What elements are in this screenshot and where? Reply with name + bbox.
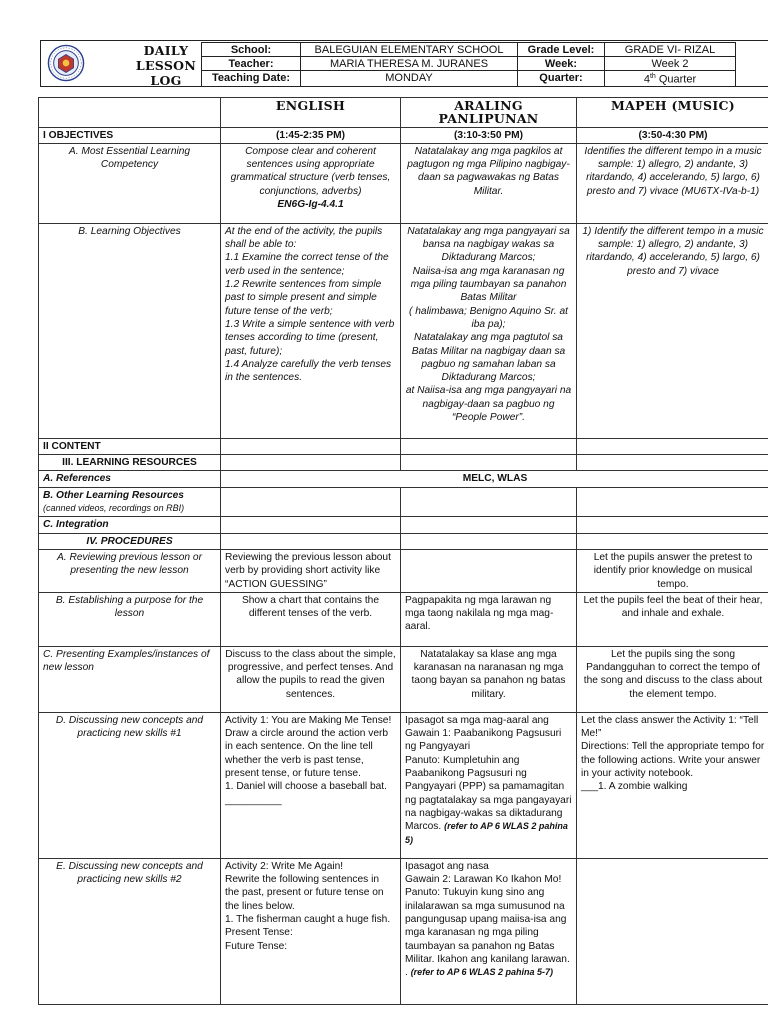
school-label: School: — [202, 43, 301, 57]
resources-label: III. LEARNING RESOURCES — [39, 455, 221, 471]
melc-label: A. Most Essential Learning Competency — [39, 143, 221, 223]
purpose-label: B. Establishing a purpose for the lesson — [39, 592, 221, 646]
melc-row — [39, 143, 768, 223]
quarter-word: Quarter — [655, 73, 697, 86]
other-resources-title: B. Other Learning Resources — [43, 489, 184, 501]
lo-english: At the end of the activity, the pupils shall be able to: 1.1 Examine the correct tense of the verb used in the sentence; 1.2 Rewrite sentences from simple past to simple present and simple future tense of the verb; 1.3 Write a simple sentence with verb tenses according to time (present, past, future); 1.4 Analyze carefully the verb tenses in the sentences. — [221, 223, 401, 438]
review-ap — [401, 549, 577, 592]
header-info-table — [201, 42, 736, 87]
disc2-ap-text: Ipasagot ang nasa Gawain 2: Larawan Ko Ikahon Mo! Panuto: Tukuyin kung sino ang inilalarawan sa mga sumusunod na pangungusap upang maiisa-isa ang mga karanasan ng mga piling taumbayan sa panahon ng Batas Militar. Ikahon ang kanilang larawan. . — [405, 860, 570, 979]
procedures-ap — [401, 533, 577, 549]
school-value: BALEGUIAN ELEMENTARY SCHOOL — [301, 43, 518, 57]
review-row — [39, 549, 768, 592]
purpose-row — [39, 592, 768, 646]
disc1-english: Activity 1: You are Making Me Tense! Draw a circle around the action verb in each sentence. On the line tell whether the verb is past tense, present tense, or future tense. 1. Daniel will choose a baseball bat. __________ — [221, 712, 401, 858]
review-mapeh: Let the pupils answer the pretest to identify prior knowledge on musical tempo. — [577, 549, 768, 592]
disc2-label: E. Discussing new concepts and practicing new skills #2 — [39, 858, 221, 1004]
lo-ap: Natatalakay ang mga pangyayari sa bansa na nagbigay wakas sa Diktadurang Marcos; Naiisa-isa ang mga karanasan ng mga piling taumbayan sa panahon Batas Militar ( halimbawa; Benigno Aquino Sr. at iba pa); Natatalakay ang mga pagtutol sa Batas Militar na nagbigay daan sa pagbuo ng samahan laban sa Diktadurang Marcos; at Naiisa-isa ang mga pangyayari na nagbigay-daan sa pagbuo ng “People Power”. — [401, 223, 577, 438]
date-value: MONDAY — [301, 71, 518, 87]
date-label: Teaching Date: — [202, 71, 301, 87]
purpose-english: Show a chart that contains the different tenses of the verb. — [221, 592, 401, 646]
teacher-value: MARIA THERESA M. JURANES — [301, 57, 518, 71]
grade-value: GRADE VI- RIZAL — [605, 43, 736, 57]
content-mapeh — [577, 438, 768, 454]
corner-cell — [39, 98, 221, 128]
melc-english — [221, 143, 401, 223]
discuss2-row — [39, 858, 768, 1004]
integration-row — [39, 517, 768, 533]
integration-english — [221, 517, 401, 533]
integration-mapeh — [577, 517, 768, 533]
lo-label: B. Learning Objectives — [39, 223, 221, 438]
integration-label: C. Integration — [39, 517, 221, 533]
resources-ap — [401, 455, 577, 471]
grade-label: Grade Level: — [518, 43, 605, 57]
quarter-label: Quarter: — [518, 71, 605, 87]
content-label: II CONTENT — [39, 438, 221, 454]
integration-ap — [401, 517, 577, 533]
present-mapeh: Let the pupils sing the song Pandangguhan to correct the tempo of the song and discuss to the class about the element tempo. — [577, 646, 768, 712]
melc-english-code: EN6G-Ig-4.4.1 — [277, 199, 344, 211]
other-resources-sub: (canned videos, recordings on RBI) — [43, 503, 185, 514]
week-value: Week 2 — [605, 57, 736, 71]
objectives-row — [39, 127, 768, 143]
other-mapeh — [577, 487, 768, 517]
present-ap: Natatalakay sa klase ang mga karanasan na naranasan ng mga taong bayan sa panahon ng batas military. — [401, 646, 577, 712]
present-label: C. Presenting Examples/instances of new lesson — [39, 646, 221, 712]
resources-row — [39, 455, 768, 471]
teacher-label: Teacher: — [202, 57, 301, 71]
content-row — [39, 438, 768, 454]
disc2-ap-ref: (refer to AP 6 WLAS 2 pahina 5-7) — [410, 967, 554, 978]
disc1-ap — [401, 712, 577, 858]
present-english: Discuss to the class about the simple, progressive, and perfect tenses. And allow the pupils to read the given sentences. — [221, 646, 401, 712]
other-resources-row — [39, 487, 768, 517]
disc2-english: Activity 2: Write Me Again! Rewrite the following sentences in the past, present or future tense on the lines below. 1. The fisherman caught a huge fish. Present Tense: Future Tense: — [221, 858, 401, 1004]
quarter-number: 4 — [643, 73, 650, 86]
subject-row — [39, 98, 768, 128]
objectives-label: I OBJECTIVES — [39, 127, 221, 143]
procedures-english — [221, 533, 401, 549]
review-english: Reviewing the previous lesson about verb by providing short activity like “ACTION GUESSING” — [221, 549, 401, 592]
disc2-ap — [401, 858, 577, 1004]
mapeh-time: (3:50-4:30 PM) — [577, 127, 768, 143]
procedures-label: IV. PROCEDURES — [39, 533, 221, 549]
deped-seal-icon — [47, 44, 85, 82]
week-label: Week: — [518, 57, 605, 71]
resources-mapeh — [577, 455, 768, 471]
subject-ap: ARALING PANLIPUNAN — [401, 98, 577, 128]
melc-ap: Natatalakay ang mga pagkilos at pagtugon ng mga Pilipino nagbigay- daan sa pagwawakas ng Batas Militar. — [401, 143, 577, 223]
content-ap — [401, 438, 577, 454]
discuss1-row — [39, 712, 768, 858]
ap-time: (3:10-3:50 PM) — [401, 127, 577, 143]
lo-mapeh: 1) Identify the different tempo in a music sample: 1) allegro, 2) andante, 3) ritardando, 4) accelerando, 5) largo, 6) presto and 7) vivace — [577, 223, 768, 438]
references-value: MELC, WLAS — [221, 471, 768, 487]
quarter-suffix: th — [649, 73, 656, 80]
english-time: (1:45-2:35 PM) — [221, 127, 401, 143]
disc2-mapeh — [577, 858, 768, 1004]
other-ap — [401, 487, 577, 517]
disc1-ap-ref: (refer to AP 6 WLAS 2 pahina 5) — [405, 821, 568, 845]
other-resources-label — [39, 487, 221, 517]
review-label: A. Reviewing previous lesson or presenting the new lesson — [39, 549, 221, 592]
header-title — [121, 43, 211, 88]
purpose-mapeh: Let the pupils feel the beat of their hear, and inhale and exhale. — [577, 592, 768, 646]
disc1-label: D. Discussing new concepts and practicing new skills #1 — [39, 712, 221, 858]
melc-english-text: Compose clear and coherent sentences using appropriate grammatical structure (verb tenses, conjunctions, adverbs) — [230, 145, 391, 197]
disc1-ap-text: Ipasagot sa mga mag-aaral ang Gawain 1: Paabanikong Pagsusuri ng Pangyayari Panuto: Kumpletuhin ang Paabanikong Pagsusuri ng Pangyayari (PPP) sa pamamagitan ng pagtatalakay sa mga pangayayari na nagbigay-wakas sa diktadurang Marcos. — [405, 714, 572, 833]
title-line-1: DAILY — [143, 43, 189, 58]
quarter-value — [605, 71, 736, 87]
references-label: A. References — [39, 471, 221, 487]
procedures-row — [39, 533, 768, 549]
present-row — [39, 646, 768, 712]
disc1-mapeh: Let the class answer the Activity 1: “Tell Me!” Directions: Tell the appropriate tempo for the following actions. Write your answer in your activity notebook. ___1. A zombie walking — [577, 712, 768, 858]
title-line-2: LESSON LOG — [135, 58, 197, 88]
references-row — [39, 471, 768, 487]
learning-objectives-row — [39, 223, 768, 438]
resources-english — [221, 455, 401, 471]
purpose-ap: Pagpapakita ng mga larawan ng mga taong nakilala ng mga mag-aaral. — [401, 592, 577, 646]
procedures-mapeh — [577, 533, 768, 549]
other-english — [221, 487, 401, 517]
lesson-table — [38, 97, 768, 1005]
subject-mapeh: MAPEH (MUSIC) — [577, 98, 768, 128]
melc-mapeh: Identifies the different tempo in a music sample: 1) allegro, 2) andante, 3) ritardando, 4) accelerando, 5) largo, 6) presto and 7) vivace (MU6TX-IVa-b-1) — [577, 143, 768, 223]
content-english — [221, 438, 401, 454]
subject-english: ENGLISH — [221, 98, 401, 128]
